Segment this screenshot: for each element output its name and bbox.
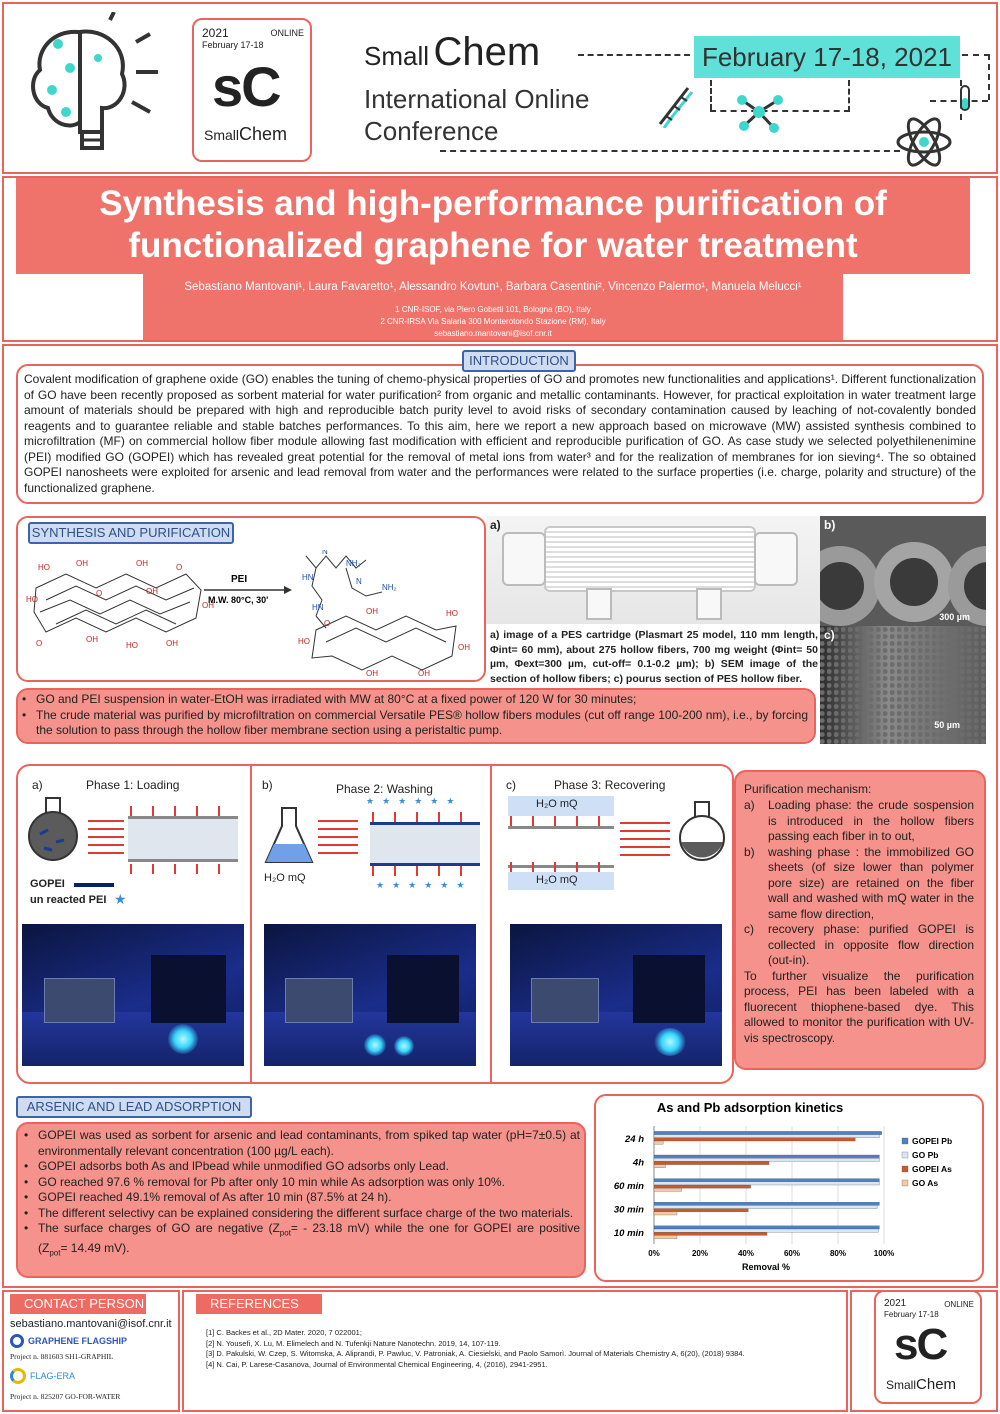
membrane-ticks: [372, 866, 478, 876]
chart-bar: [654, 1212, 677, 1215]
fiber-ring: [820, 546, 880, 626]
logo-name: [204, 124, 287, 145]
chart-category-label: 60 min: [613, 1181, 644, 1192]
item-text: recovery phase: purified GOPEI is collected in opposite flow direction (out-in).: [768, 922, 974, 967]
flagera-icon: [10, 1368, 26, 1384]
dash-line: [710, 80, 712, 110]
svg-text:HO: HO: [298, 637, 310, 646]
chart-legend-label: GOPEI Pb: [912, 1136, 953, 1146]
phase-b-water: H₂O mQ: [264, 872, 306, 884]
chart-bar: [654, 1161, 769, 1164]
item-text: Loading phase: the crude sospension is introduced in the hollow fibers passing each fiber in to out,: [768, 798, 974, 843]
flagship-logo: [10, 1334, 127, 1348]
logo-name-chem: Chem: [239, 124, 288, 144]
svg-text:O: O: [324, 619, 331, 628]
list-item: • The different selectivy can be explained considering the different surface charge of the two materials.: [20, 1206, 580, 1222]
list-item: [20, 1221, 580, 1261]
svg-text:OH: OH: [146, 587, 158, 596]
dash-line: [848, 80, 850, 112]
cartridge-port: [696, 588, 722, 620]
svg-text:OH: OH: [458, 643, 470, 652]
fiber-ring: [874, 542, 954, 622]
phase-c-water-bottom: H₂O mQ: [536, 874, 578, 886]
svg-text:HO: HO: [38, 563, 50, 572]
title-line2: functionalized graphene for water treatment: [128, 226, 858, 265]
chart-xtick: 20%: [691, 1249, 709, 1258]
adsorption-chart: [596, 1096, 982, 1280]
chart-legend-label: GO Pb: [912, 1150, 939, 1160]
logo-name-chem: Chem: [916, 1376, 957, 1393]
flagship-icon: [10, 1334, 24, 1348]
reference-item: [2] N. Yousefi, X. Lu, M. Elimelech and N. Tufenkji Nature Nanotechn. 2019, 14, 107-119.: [206, 1338, 501, 1348]
item-tag: c): [744, 922, 754, 936]
chart-bar: [654, 1205, 877, 1208]
list-item: [744, 922, 974, 969]
arsenic-bullets: [20, 1128, 580, 1261]
phase-b-title: Phase 2: Washing: [336, 782, 433, 796]
brain-bulb-icon: [18, 12, 178, 162]
phase-c-tag: c): [506, 778, 516, 792]
chart-xtick: 60%: [783, 1249, 801, 1258]
cabinet: [633, 955, 705, 1023]
project1: Project n. 881603 SH1-GRAPHIL: [10, 1352, 114, 1361]
intro-text: Covalent modification of graphene oxide (GO) enables the tuning of chemo-physical properties of GO and promotes new functionalities and applications¹. Different functionalization of GO have been recently proposed as sorbent material for water purification² from organic and metallic contaminants. However, for practical exploitation in water treatment large amount of materials should be prepared with high and reproducible batch purity level to avoid risks of secondary contamination caused by leaching of not-covalently bonded reagents and to guarantee reliable and stable batches performances. To this aim, here we report a new approach based on microwave (MW) assisted synthesis combined to microfiltration (MF) on commercial hollow fiber module allowing fast modification with efficient and reproducible purification of GO. As case study we selected polyethilenenimine (PEI) modified GO (GOPEI) which has revealed great potential for the removal of metal ions from water³ and for the realization of membranes for ion sieving⁴. The so obtained GOPEI nanosheets were exploited for arsenic and lead removal from water and the performances were related to the surface properties (i.e. charge, polarity and structure) of the functionalized graphene.: [24, 372, 976, 495]
date-banner: February 17-18, 2021: [694, 36, 960, 78]
list-item: • GOPEI reached 49.1% removal of As after 10 min (87.5% at 24 h).: [20, 1190, 580, 1206]
synthesis-scheme: [26, 550, 478, 678]
star-field: ★★★★★★: [376, 880, 473, 890]
pump: [44, 978, 115, 1023]
smallchem-logo-footer: [874, 1290, 982, 1404]
chart-bar: [654, 1155, 879, 1158]
chart-xtick: 80%: [829, 1249, 847, 1258]
lab-photo-a: [22, 924, 244, 1066]
fluorescent-glow: [394, 1036, 414, 1056]
phase-c-water-top: H₂O mQ: [536, 798, 578, 810]
list-item: [744, 845, 974, 923]
chart-legend-swatch: [902, 1138, 908, 1144]
chart-bar: [654, 1158, 879, 1161]
chart-bar: [654, 1202, 879, 1205]
chart-bar: [654, 1185, 751, 1188]
membrane-ticks: [130, 864, 236, 874]
flagship-name: GRAPHENE FLAGSHIP: [28, 1336, 128, 1346]
flow-dashes: [620, 822, 670, 862]
star-field: ★★★★★★: [366, 796, 463, 806]
chart-bar: [654, 1229, 878, 1232]
flow-dashes: [88, 820, 124, 854]
test-tube-icon: [954, 84, 976, 114]
reference-item: [1] C. Backes et al., 2D Mater. 2020, 7 022001;: [206, 1328, 362, 1337]
scale-c: 50 µm: [934, 720, 960, 730]
contact-email: sebastiano.mantovani@isof.cnr.it: [10, 1318, 172, 1330]
membrane-ticks: [130, 806, 236, 816]
gopei-swatch: [74, 883, 114, 887]
cartridge-cap-left: [502, 532, 546, 586]
lab-photo-b: [264, 924, 476, 1066]
cabinet: [151, 955, 226, 1023]
dash-line: [440, 150, 900, 152]
conf-line3: Conference: [364, 116, 499, 146]
references-list: [206, 1328, 842, 1370]
fluorescent-glow: [364, 1034, 386, 1056]
fluorescent-glow: [168, 1024, 198, 1054]
zpot-post: = 14.49 mV).: [60, 1240, 130, 1255]
chart-bar: [654, 1182, 879, 1185]
list-item: • GOPEI was used as sorbent for arsenic and lead contaminants, from spiked tap water (pH=7±0.5) at environmentally relevant concentration (100 µg/L each).: [20, 1128, 580, 1159]
chart-bar: [654, 1135, 879, 1138]
affiliation-1: 1 CNR-ISOF, via Piero Gobetti 101, Bologna (BO), Italy: [395, 305, 591, 314]
affiliation-2: 2 CNR-IRSA Via Salaria 300 Monterotondo Stazione (RM), Italy: [380, 317, 606, 326]
intro-label: INTRODUCTION: [462, 350, 576, 372]
molecule-icon: [734, 90, 784, 134]
chart-bar: [654, 1209, 748, 1212]
mechanism-footer: To further visualize the purification process, PEI has been labeled with a fluorecent thiophene-based dye. This allowed to monitor the purification with UV-vis spectroscopy.: [744, 968, 974, 1045]
phase-b-tag: b): [262, 778, 273, 792]
logo-year: 2021: [884, 1298, 907, 1309]
chart-legend-swatch: [902, 1166, 908, 1172]
fluorescent-glow: [654, 1028, 686, 1056]
svg-text:OH: OH: [202, 601, 214, 610]
logo-dates: February 17-18: [202, 40, 264, 50]
chart-bar: [654, 1232, 767, 1235]
list-item: [744, 798, 974, 845]
logo-name-small: Small: [204, 127, 240, 143]
dash-line: [962, 54, 990, 56]
membrane-ticks: [510, 816, 612, 826]
synthesis-label: SYNTHESIS AND PURIFICATION: [28, 522, 234, 544]
contact-label: CONTACT PERSON: [10, 1294, 146, 1314]
legend-pei: un reacted PEI: [30, 894, 107, 906]
chart-category-label: 30 min: [613, 1204, 644, 1216]
reference-item: [4] N. Cai, P. Larese-Casanova, Journal of Environmental Chemical Engineering, 4, (2016), 2941-2951.: [206, 1359, 548, 1369]
hollow-fiber: [128, 816, 238, 862]
svg-text:HO: HO: [126, 641, 138, 650]
svg-text:OH: OH: [86, 635, 98, 644]
dash-line: [578, 54, 690, 56]
cartridge-port: [586, 588, 612, 620]
title-line1: Synthesis and high-performance purification of: [99, 184, 887, 223]
phase-a-tag: a): [32, 778, 43, 792]
svg-text:OH: OH: [136, 559, 148, 568]
logo-mode: ONLINE: [270, 28, 304, 38]
phase-a-title: Phase 1: Loading: [86, 778, 180, 792]
cartridge-cap-right: [754, 532, 798, 586]
chart-legend-swatch: [902, 1152, 908, 1158]
membrane-ticks: [510, 862, 612, 872]
authors: Sebastiano Mantovani¹, Laura Favaretto¹, Alessandro Kovtun¹, Barbara Casentini², Vincenzo Palermo¹, Manuela Melucci¹: [184, 281, 802, 293]
list-item: • GO reached 97.6 % removal for Pb after only 10 min while As adsorption was only 10%.: [20, 1175, 580, 1191]
scale-b: 300 µm: [939, 612, 970, 622]
membrane-ticks: [372, 812, 478, 822]
pump: [531, 978, 599, 1023]
fig-c-label: c): [824, 628, 835, 642]
reaction-conditions: M.W. 80°C, 30': [208, 595, 269, 605]
svg-text:N: N: [356, 577, 362, 586]
cartridge-caption: a) image of a PES cartridge (Plasmart 25 model, 110 mm length, Φint= 60 mm), about 275 hollow fibers, 700 mg weight (Φint= 50 µm, Φext=300 µm, cut-off= 0.1-0.2 µm); b) SEM image of the section of hollow fibers; c) pourus section of PES hollow fiber.: [490, 629, 818, 685]
conf-title: [364, 30, 540, 75]
chart-xtick: 40%: [737, 1249, 755, 1258]
sem-image-c: [820, 626, 986, 744]
chart-legend-label: GO As: [912, 1178, 939, 1188]
logo-name-small: Small: [886, 1378, 917, 1392]
hollow-fiber: [370, 822, 480, 866]
mechanism-list: [744, 798, 974, 1046]
logo-year: 2021: [202, 26, 229, 40]
conf-line2: International Online: [364, 84, 590, 114]
star-icon: ★: [114, 891, 127, 907]
chart-bar: [654, 1138, 855, 1141]
logo-symbol: sC: [212, 55, 280, 118]
chart-category-label: 24 h: [624, 1133, 644, 1145]
svg-text:N: N: [322, 550, 328, 556]
chart-bar: [654, 1165, 666, 1168]
zpot-pre: The surface charges of GO are negative (Z: [38, 1221, 280, 1235]
conf-title-chem: Chem: [433, 30, 541, 74]
zpot-sub: pot: [279, 1228, 291, 1238]
svg-text:O: O: [36, 639, 43, 648]
chart-xtick: 100%: [873, 1249, 895, 1258]
svg-text:OH: OH: [418, 669, 430, 678]
phase-divider: [250, 764, 252, 1084]
zpot-mid: = - 23.18 mV) while the one for GOPEI are positive (Z: [38, 1221, 580, 1255]
chart-title: As and Pb adsorption kinetics: [656, 1100, 844, 1115]
chart-bar: [654, 1141, 663, 1144]
affiliation-email: sebastiano.mantovani@isof.cnr.it: [434, 329, 552, 338]
phase-c-title: Phase 3: Recovering: [554, 778, 666, 792]
svg-text:OH: OH: [366, 669, 378, 678]
chart-xtick: 0%: [648, 1249, 660, 1258]
svg-text:HN: HN: [312, 603, 324, 612]
cartridge-photo: [486, 516, 820, 624]
list-item: • GO and PEI suspension in water-EtOH was irradiated with MW at 80°C at a fixed power of 120 W for 30 minutes;: [18, 692, 808, 708]
cartridge-tube: [544, 526, 756, 592]
flagera-name: FLAG-ERA: [30, 1371, 76, 1381]
svg-text:O: O: [96, 589, 103, 598]
fig-a-label: a): [490, 518, 501, 532]
list-item: • The crude material was purified by microfiltration on commercial Versatile PES® hollow fibers modules (cut off range 100-200 nm), i.e., by forcing the solution to pass through the hollow fiber membrane section using a peristaltic pump.: [18, 708, 808, 739]
svg-text:NH₂: NH₂: [346, 559, 361, 568]
svg-text:O: O: [176, 563, 183, 572]
flow-dashes: [318, 820, 358, 860]
chart-bar: [654, 1131, 882, 1134]
mechanism-heading: Purification mechanism:: [744, 782, 872, 796]
logo-mode: ONLINE: [944, 1300, 974, 1309]
atom-icon: [894, 114, 954, 170]
item-tag: b): [744, 844, 755, 859]
chart-bar: [654, 1235, 677, 1238]
smallchem-logo: [192, 18, 312, 162]
item-tag: a): [744, 798, 755, 812]
item-text: washing phase : the immobilized GO sheets (of size lower than polymer pore size) are retained on the fiber wall and washed with mQ water in the same flow direction,: [768, 844, 974, 921]
sem-image-b: [820, 516, 986, 626]
zpot-sub2: pot: [49, 1248, 61, 1258]
svg-text:OH: OH: [166, 639, 178, 648]
svg-text:HO: HO: [446, 609, 458, 618]
logo-name: [886, 1376, 956, 1393]
svg-text:OH: OH: [76, 559, 88, 568]
chart-legend-label: GOPEI As: [912, 1164, 952, 1174]
svg-text:NH₂: NH₂: [382, 583, 397, 592]
logo-symbol: sC: [894, 1320, 947, 1369]
legend-gopei: GOPEI: [30, 878, 65, 890]
phase-divider: [490, 764, 492, 1084]
list-item: • GOPEI adsorbs both As and lPbead while unmodified GO adsorbs only Lead.: [20, 1159, 580, 1175]
references-label: REFERENCES: [196, 1294, 322, 1314]
flask-icon: [676, 800, 728, 862]
chart-bar: [654, 1179, 879, 1182]
fig-b-label: b): [824, 518, 836, 532]
conf-title-small: Small: [364, 41, 430, 71]
chart-category-label: 10 min: [613, 1228, 644, 1240]
chart-xlabel: Removal %: [741, 1262, 791, 1272]
svg-text:HO: HO: [26, 595, 38, 604]
project2: Project n. 825207 GO-FOR-WATER: [10, 1392, 121, 1401]
lab-photo-c: [510, 924, 722, 1066]
arsenic-label: ARSENIC AND LEAD ADSORPTION: [16, 1096, 252, 1118]
chart-category-label: 4h: [632, 1157, 644, 1169]
cabinet: [387, 955, 459, 1023]
synthesis-bullets: [18, 692, 808, 739]
flagera-logo: [10, 1368, 75, 1384]
erlenmeyer-icon: [262, 806, 316, 866]
chart-bar: [654, 1188, 682, 1191]
flask-icon: [22, 796, 86, 862]
pump: [285, 978, 353, 1023]
reaction-reagent: PEI: [231, 574, 248, 585]
svg-text:HN: HN: [302, 573, 314, 582]
svg-text:OH: OH: [366, 607, 378, 616]
chart-legend-swatch: [902, 1180, 908, 1186]
chart-bar: [654, 1226, 879, 1229]
dna-icon: [654, 84, 694, 128]
logo-dates: February 17-18: [884, 1310, 939, 1319]
dash-line: [988, 54, 990, 100]
reference-item: [3] D. Pakulski, W. Czep, S. Witomska, A. Aliprandi, P. Pawluc, V. Patroniak, A. Ciesielski, and Paolo Samorì. Journal of Materials Chemistry A, 6(20), (2018) 9384.: [206, 1349, 745, 1358]
